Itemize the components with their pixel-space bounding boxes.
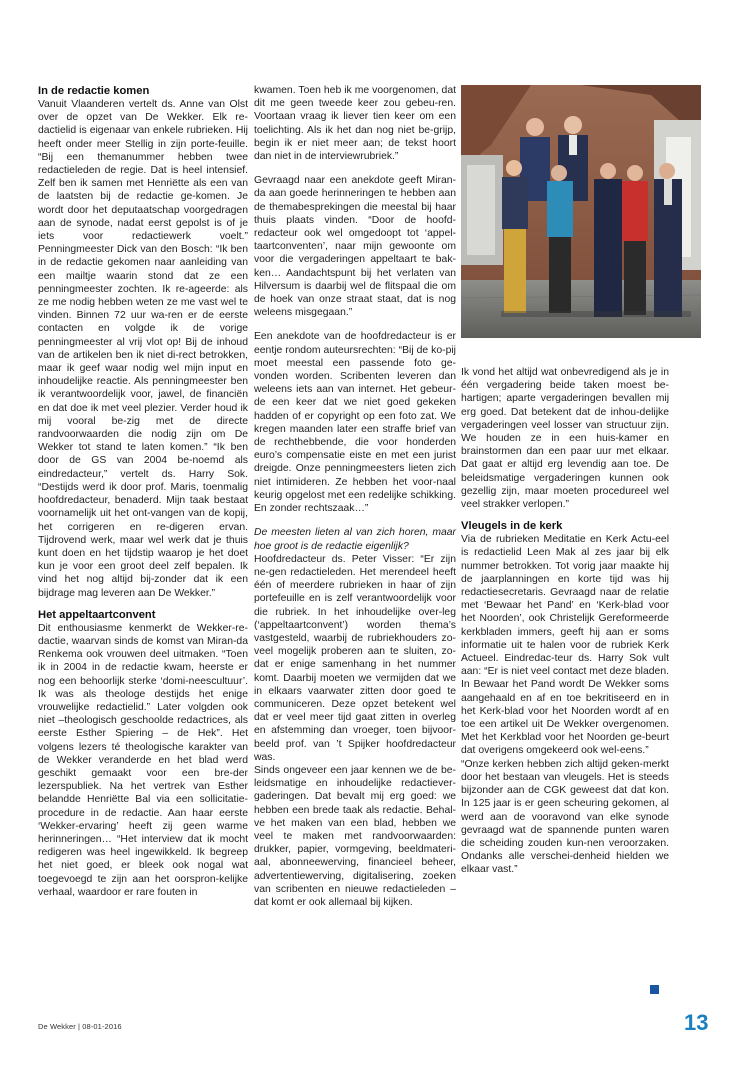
- section-heading-vleugels: Vleugels in de kerk: [461, 520, 563, 533]
- section-heading-appeltaartconvent: Het appeltaartconvent: [38, 608, 156, 621]
- article-column-1: [38, 84, 248, 899]
- interview-question: De meesten lieten al van zich horen, maar hoe groot is de redactie eigenlijk?: [254, 527, 456, 552]
- paragraph: Via de rubrieken Meditatie en Kerk Actu-eel is redactielid Leen Mak al zes jaar bij elk nummer betrokken. Tot vorig jaar maakte hij de jaarplanningen en korte tijd was hij redactiesecretaris. Gevraagd naar de relatie met ‘Bewaar het Pand’ en ‘Kerk-blad voor het Noorden’, ook Christelijk Gereformeerde kerkbladen immers, geeft hij aan er soms informatie uit te halen voor de rubriek Kerk Actueel. Eindredac-teur ds. Harry Sok vult aan: “Er is niet veel contact met deze bladen. In Bewaar het Pand wordt De Wekker soms aangehaald en af en toe bekritiseerd en in het Kerk-blad voor het Noorden wordt af en toe een artikel uit De Wekker overgenomen. Met het Kerkblad voor het Noorden ge-beurt dat overigens omgekeerd ook wel-eens.”: [461, 534, 669, 757]
- paragraph: Een anekdote van de hoofdredacteur is er eentje rondom auteursrechten: “Bij de ko-pij moet meestal een passende foto ge-vonden worden. Scribenten leveren dan weleens iets aan van internet. Het gebeur-de een keer dat we niet goed gekeken hadden of er copyright op een foto zat. We kregen maanden later een straffe brief van de rechthebbende, die voor honderden euro’s compensatie eiste en met een jurist dreigde. Onze penningmeesters lieten zich niet intimideren. Ze hebben het voor-naal keurig opgelost met een redelijke schikking. En zonder rechtszaak…”: [254, 331, 456, 515]
- group-photo: [461, 85, 701, 338]
- paragraph: “Onze kerken hebben zich altijd geken-merkt door het bestaan van vleugels. Het is steeds bijzonder aan de CGK geweest dat dat kon. In 125 jaar is er geen scheuring gekomen, al werd aan de vooravond van elke synode gevraagd wat de spannende punten waren die scheiding zouden kun-nen veroorzaken. Ondanks alle verschei-denheid hielden we elkaar vast.”: [461, 758, 669, 876]
- paragraph: Vanuit Vlaanderen vertelt ds. Anne van Olst over de opzet van De Wekker. Elk re-dactielid is eigenaar van enkele rubrieken. Hij heeft onder meer Stellig in zijn porte-feuille. “Bij een themanummer hebben twee redactieleden de regie. Dat is heel intensief. Zelf ben ik samen met Henriëtte als een van de laatsten bij de redactie ge-komen. Je wordt door het deputaatschap voorgedragen aan de synode, nadat eerst gepolst is of je iets voor redactiewerk voelt.” Penningmeester Dick van den Bosch: “Ik ben in de redactie gekomen naar aanleiding van een mailtje waarin stond dat ze een penningmeester zochten. Ik re-ageerde: als ze me nodig hebben weten ze me vast wel te vinden. Binnen 72 uur wa-ren er de eerste contacten en volgde ik de vorige penningmeester al vrij vlot op! Bij de inhoud van de artikelen ben ik niet di-rect betrokken, maar ik geef waar nodig wel mijn input en inhoudelijke reactie. Als penningmeester ben ik verantwoordelijk voor, jawel, de financiën en dat doe ik met veel plezier. Verder houd ik mij vooral be-zig met de directe randvoorwaarden die nodig zijn om De Wekker tot stand te laten komen.” “Ik ben door de GS van 2004 be-noemd als eindredacteur,” vertelt ds. Harry Sok. “Destijds werd ik door prof. Maris, toenmalig hoofdredacteur, benaderd. Mijn taak bestaat voornamelijk uit het ont-vangen van de kopij, het corrigeren en re-digeren ervan. Tijdrovend werk, maar wel werk dat je thuis kunt doen en het tijdstip waarop je het doet kun je voor een groot deel zelf bepalen. Ik vind het nog altijd bij-zonder dat ik een bijdrage mag leveren aan De Wekker.”: [38, 99, 248, 599]
- paragraph: Ik vond het altijd wat onbevredigend als je in één vergadering beide taken moest be-hartigen; aparte vergaderingen bevallen mij erg goed. Dat betekent dat de inhou-delijke vergaderingen veel losser van structuur zijn. We houden ze in een huis-kamer en brainstormen dan een paar uur met elkaar. Dat gaat er altijd erg levendig aan toe. De beleidsmatige vergaderingen kunnen ook gezellig zijn, maar moeten procedureel wel veel strakker verlopen.”: [461, 367, 669, 511]
- section-heading-redactie: In de redactie komen: [38, 85, 150, 97]
- footer-issue: De Wekker | 08-01-2016: [38, 1022, 122, 1031]
- article-column-3: [461, 366, 669, 877]
- paragraph: Gevraagd naar een anekdote geeft Miran-da aan goede herinneringen te hebben aan de themabesprekingen die meestal bij haar thuis plaats vinden. “Door de hoofd-redacteur ook wel omgedoopt tot ‘appel-taartconventen’, naar mijn gewoonte om voor die vergaderingen appeltaart te bak-ken… Aandachtspunt bij het verlaten van Hilversum is daarbij wel de flitspaal die om de hoek van onze straat staat, dat is nog weleens misgegaan.”: [254, 175, 456, 319]
- paragraph: kwamen. Toen heb ik me voorgenomen, dat dit me geen tweede keer zou gebeu-ren. Voortaan vraag ik liever tien keer om een toelichting. Als ik het dan nog niet be-grijp, begin ik er niet meer aan; de tekst hoort dan niet in de interviewrubriek.”: [254, 85, 456, 163]
- paragraph: Sinds ongeveer een jaar kennen we de be-leidsmatige en inhoudelijke redactiever-gaderingen. Dat bevalt mij erg goed: we hebben een brede taak als redactie. Behal-ve het maken van een blad, hebben we veel te maken met randvoorwaarden: drukker, papier, vormgeving, beeldmateri-aal, abonneewerving, financieel beheer, advertentiewerving, digitalisering, zoeken van scribenten en nieuwe redactieleden – dat komt er ook allemaal bij kijken.: [254, 764, 456, 908]
- paragraph: Dit enthousiasme kenmerkt de Wekker-re-dactie, waarvan sinds de komst van Miran-da Renkema ook vrouwen deel uitmaken. “Toen ik in 2004 in de redactie kwam, heerste er nog een behoorlijk sterke ‘domi-neescultuur’. Ik was als theologe destijds het enige vrouwelijke redactielid.” Later volgden ook niet –theologisch geschoolde redactrices, als eerste Esther Spiering – de Hek”. Het volgens lezers té theologische karakter van de Wekker veranderde en het blad werd geschikt gemaakt voor een bre-der lezerspubliek. Na het vertrek van Esther belandde Henriëtte Bal via een sollicitatie-procedure in de redactie. Aan haar eerste ‘Wekker-ervaring’ heeft zij geen warme herinneringen… “Het interview dat ik mocht redigeren was heel ingewikkeld. Ik begreep het niet goed, er bleek ook nogal wat toegevoegd te zijn aan het oorspron-kelijke verhaal, waardoor er rare fouten in: [38, 622, 248, 898]
- page-number: 13: [684, 1010, 709, 1035]
- article-end-mark: [650, 985, 659, 994]
- paragraph: Hoofdredacteur ds. Peter Visser: “Er zijn ne-gen redactieleden. Het merendeel heeft één of meerdere rubrieken in haar of zijn portefeuille en is zelf verantwoordelijk voor die rubriek. In het inhoudelijke over-leg (‘appeltaartconvent’) worden thema’s vastgesteld, waarbij de rubriekhouders zo-veel mogelijk proberen aan te sluiten, zo-dat er enige samenhang in het nummer komt. Daarbij moeten we vermijden dat we in elkaars vaarwater zitten door goed te communiceren. Deze opzet betekent wel dat er veel meer tijd gaat zitten in overleg en afstemming dan vroeger, toen bijvoor-beeld prof. van ’t Spijker hoofdredacteur was.: [254, 553, 456, 763]
- article-column-2: [254, 84, 456, 909]
